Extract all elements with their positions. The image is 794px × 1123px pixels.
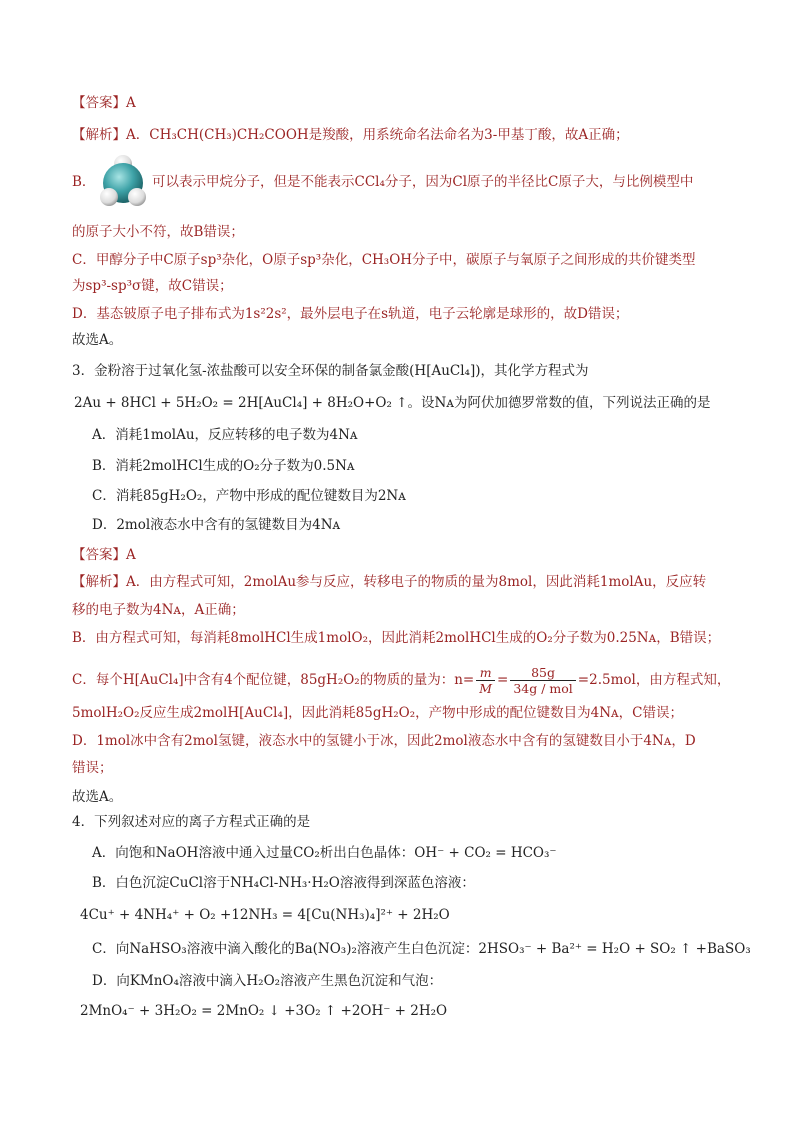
fraction-m-over-M xyxy=(476,665,495,696)
q4-option-a: A．向饱和NaOH溶液中通入过量CO₂析出白色晶体：OH⁻ + CO₂ = HCO₃⁻ xyxy=(92,845,557,861)
q4-option-d: D．向KMnO₄溶液中滴入H₂O₂溶液产生黑色沉淀和气泡： xyxy=(92,973,443,989)
q2-analysis-d: D．基态铍原子电子排布式为1s²2s²，最外层电子在s轨道，电子云轮廓是球形的，故D错误； xyxy=(72,306,629,322)
q3-conclusion: 故选A。 xyxy=(72,789,123,805)
q3-analysis-a2: 移的电子数为4Nᴀ，A正确； xyxy=(72,602,245,618)
q3-analysis-d2: 错误； xyxy=(72,760,113,776)
q3-analysis-d1: D．1mol冰中含有2mol氢键，液态水中的氢键小于冰，因此2mol液态水中含有的氢键数目小于4Nᴀ，D xyxy=(72,733,696,749)
q3-option-b: B．消耗2molHCl生成的O₂分子数为0.5Nᴀ xyxy=(92,458,355,474)
q3-analysis-c1 xyxy=(72,662,730,698)
fraction-85g-over-34g-mol xyxy=(510,665,575,696)
q2-analysis-c2: 为sp³-sp³σ键，故C错误； xyxy=(72,278,233,294)
q2-analysis-a: 【解析】A．CH₃CH(CH₃)CH₂COOH是羧酸，用系统命名法命名为3-甲基丁酸，故A正确； xyxy=(72,127,629,143)
q3-analysis-c1-pre: C．每个H[AuCl₄]中含有4个配位键，85gH₂O₂的物质的量为：n= xyxy=(72,672,475,688)
equals-sign: = xyxy=(497,672,509,688)
q4-option-c: C．向NaHSO₃溶液中滴入酸化的Ba(NO₃)₂溶液产生白色沉淀：2HSO₃⁻ + Ba²⁺ = H₂O + SO₂ ↑ +BaSO₃ xyxy=(92,941,751,957)
q2-analysis-b-prefix: B． xyxy=(72,174,96,190)
fraction-numerator: 85g xyxy=(510,665,575,681)
q2-analysis-b-text: 可以表示甲烷分子，但是不能表示CCl₄分子，因为Cl原子的半径比C原子大，与比例模型中 xyxy=(152,174,694,190)
q3-answer: 【答案】A xyxy=(72,547,136,563)
q3-stem-line2: 2Au + 8HCl + 5H₂O₂ = 2H[AuCl₄] + 8H₂O+O₂ ↑。设Nᴀ为阿伏加德罗常数的值，下列说法正确的是 xyxy=(74,395,711,411)
q4-option-b-equation: 4Cu⁺ + 4NH₄⁺ + O₂ +12NH₃ = 4[Cu(NH₃)₄]²⁺ + 2H₂O xyxy=(80,907,450,923)
q2-conclusion: 故选A。 xyxy=(72,332,123,348)
q3-analysis-b: B．由方程式可知，每消耗8molHCl生成1molO₂，因此消耗2molHCl生成的O₂分子数为0.25Nᴀ，B错误； xyxy=(72,630,721,646)
q2-answer: 【答案】A xyxy=(72,95,136,111)
fraction-denominator: 34g / mol xyxy=(513,681,573,696)
methane-space-filling-model-icon xyxy=(96,154,150,208)
q4-option-d-equation: 2MnO₄⁻ + 3H₂O₂ = 2MnO₂ ↓ +3O₂ ↑ +2OH⁻ + 2H₂O xyxy=(80,1003,448,1019)
q3-analysis-c2: 5molH₂O₂反应生成2molH[AuCl₄]，因此消耗85gH₂O₂，产物中形成的配位键数目为4Nᴀ，C错误； xyxy=(72,705,683,721)
q3-analysis-a1: 【解析】A．由方程式可知，2molAu参与反应，转移电子的物质的量为8mol，因此消耗1molAu，反应转 xyxy=(72,574,707,590)
q3-option-d: D．2mol液态水中含有的氢键数目为4Nᴀ xyxy=(92,517,341,533)
q3-option-c: C．消耗85gH₂O₂，产物中形成的配位键数目为2Nᴀ xyxy=(92,488,406,504)
q3-option-a: A．消耗1molAu，反应转移的电子数为4Nᴀ xyxy=(92,427,358,443)
q3-analysis-c1-post: =2.5mol，由方程式知， xyxy=(577,672,731,688)
q2-analysis-c1: C．甲醇分子中C原子sp³杂化，O原子sp³杂化，CH₃OH分子中，碳原子与氧原子之间形成的共价键类型 xyxy=(72,252,696,268)
fraction-numerator: m xyxy=(476,665,495,681)
fraction-denominator: M xyxy=(479,681,493,696)
q2-analysis-b-cont: 的原子大小不符，故B错误； xyxy=(72,224,244,240)
q4-option-b: B．白色沉淀CuCl溶于NH₄Cl-NH₃·H₂O溶液得到深蓝色溶液： xyxy=(92,875,475,891)
q3-stem-line1: 3．金粉溶于过氧化氢-浓盐酸可以安全环保的制备氯金酸(H[AuCl₄])，其化学方程式为 xyxy=(72,363,589,379)
q4-stem: 4．下列叙述对应的离子方程式正确的是 xyxy=(72,814,311,830)
